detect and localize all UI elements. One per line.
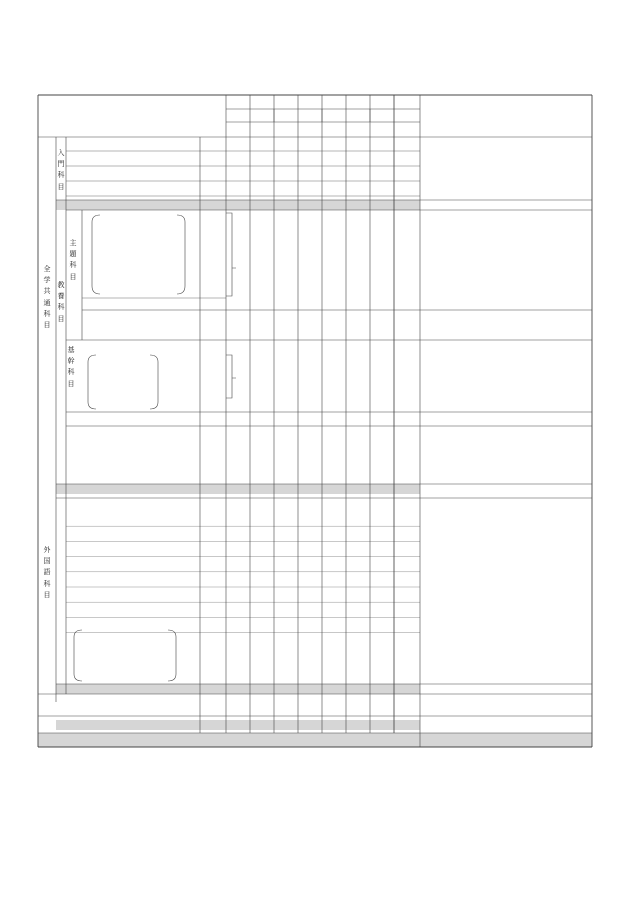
shudai-label-char: 題 xyxy=(69,250,77,259)
kyoyo-label-char: 科 xyxy=(57,303,65,312)
kyoyo-label-char: 養 xyxy=(57,292,65,301)
shizen-bracket-right xyxy=(150,355,158,409)
shudai-label-char: 主 xyxy=(69,239,77,247)
zengaku-label-char: 科 xyxy=(43,309,51,318)
shizen-bracket-left xyxy=(88,355,96,409)
kikan-label-char: 科 xyxy=(67,368,75,377)
zengaku-label-char: 通 xyxy=(43,298,51,307)
zengaku-label-char: 全 xyxy=(43,265,51,273)
nyumon-label-char: 目 xyxy=(57,182,65,191)
gaikoku-label-char: 目 xyxy=(43,590,51,599)
gaikoku-label-char: 外 xyxy=(43,546,51,554)
nyumon-label-char: 入 xyxy=(57,149,65,157)
lang-bracket-right xyxy=(168,630,176,681)
shudai-brace xyxy=(226,213,236,296)
shudai-label-char: 科 xyxy=(69,261,77,270)
shudai-bracket-right xyxy=(177,215,185,294)
shizen-brace xyxy=(226,355,236,398)
kikan-label-char: 基 xyxy=(67,346,75,354)
zengaku-label-char: 目 xyxy=(43,320,51,329)
kyoyo-label-char: 目 xyxy=(57,314,65,323)
nyumon-label-char: 門 xyxy=(57,160,65,169)
lang-bracket-left xyxy=(74,630,82,681)
shudai-bracket-left xyxy=(92,215,100,294)
zengaku-label-char: 学 xyxy=(43,276,51,285)
nyumon-label-char: 科 xyxy=(57,171,65,180)
kyoyo-label-char: 教 xyxy=(57,281,65,289)
gaikoku-label-char: 国 xyxy=(43,557,51,566)
gaikoku-label-char: 科 xyxy=(43,579,51,588)
gaikoku-label-char: 語 xyxy=(43,568,51,577)
shudai-label-char: 目 xyxy=(69,272,77,281)
kikan-label-char: 目 xyxy=(67,379,75,388)
zengaku-label-char: 共 xyxy=(43,287,51,296)
kikan-label-char: 幹 xyxy=(67,357,75,366)
